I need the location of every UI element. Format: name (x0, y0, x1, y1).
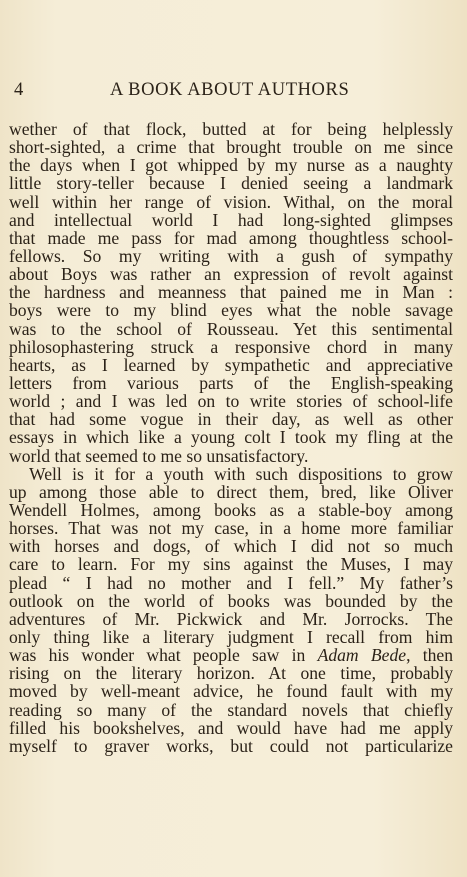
text-line: up among those able to direct them, bred, like Oliver (9, 481, 453, 502)
text-line: myself to graver works, but could not particularize (9, 735, 453, 756)
text-segment: , then (406, 645, 454, 666)
text-line: plead “ I had no mother and I fell.” My father’s (9, 572, 453, 593)
text-line: reading so many of the standard novels that chiefly (9, 699, 453, 720)
text-line: world ; and I was led on to write stories of school-life (9, 391, 453, 412)
text-line: wether of that flock, butted at for being helplessly (9, 119, 453, 139)
text-line: adventures of Mr. Pickwick and Mr. Jorrocks. The (9, 608, 453, 629)
text-line: with horses and dogs, of which I did not so much (9, 536, 453, 557)
text-line: little story-teller because I denied seeing a landmark (9, 173, 453, 194)
text-line: filled his bookshelves, and would have had me apply (9, 717, 453, 738)
text-line: world that seemed to me so unsatisfactory. (9, 445, 309, 466)
text-line: fellows. So my writing with a gush of sympathy (9, 245, 453, 266)
page-header (14, 80, 454, 106)
page-number: 4 (14, 80, 24, 100)
text-line-with-title (9, 646, 453, 664)
text-line: outlook on the world of books was bounded by the (9, 590, 453, 611)
text-line: philosophastering struck a responsive chord in many (9, 336, 453, 357)
text-line: and intellectual world I had long-sighted glimpses (9, 209, 453, 230)
text-line: short-sighted, a crime that brought trouble on me since (9, 137, 453, 158)
text-line: boys were to my blind eyes what the noble savage (9, 300, 453, 321)
text-line: that made me pass for mad among thoughtless school- (9, 227, 453, 248)
text-line: hearts, as I learned by sympathetic and appreciative (9, 354, 453, 375)
text-line: that had some vogue in their day, as well as other (9, 409, 453, 430)
text-line: rising on the literary horizon. At one time, probably (9, 663, 453, 684)
text-line: horses. That was not my case, in a home more familiar (9, 518, 453, 539)
text-line: about Boys was rather an expression of revolt against (9, 264, 453, 285)
book-title-adam-bede: Adam Bede (317, 645, 407, 666)
text-line: only thing like a literary judgment I recall from him (9, 626, 453, 647)
text-segment: was his wonder what people saw in (9, 645, 318, 666)
text-line: the hardness and meanness that pained me in Man : (9, 282, 453, 303)
text-line: letters from various parts of the English-speaking (9, 372, 453, 393)
text-line: moved by well-meant advice, he found fault with my (9, 681, 453, 702)
text-line: essays in which like a young colt I took my fling at the (9, 427, 453, 448)
text-line: the days when I got whipped by my nurse as a naughty (9, 155, 453, 176)
text-line: was to the school of Rousseau. Yet this sentimental (9, 318, 453, 339)
text-line: Well is it for a youth with such dispositions to grow (29, 463, 453, 484)
text-line: Wendell Holmes, among books as a stable-boy among (9, 499, 453, 520)
text-line: well within her range of vision. Withal, on the moral (9, 191, 453, 212)
body-text (9, 120, 453, 755)
text-line: care to learn. For my sins against the Muses, I may (9, 554, 453, 575)
running-head: A BOOK ABOUT AUTHORS (110, 80, 350, 100)
